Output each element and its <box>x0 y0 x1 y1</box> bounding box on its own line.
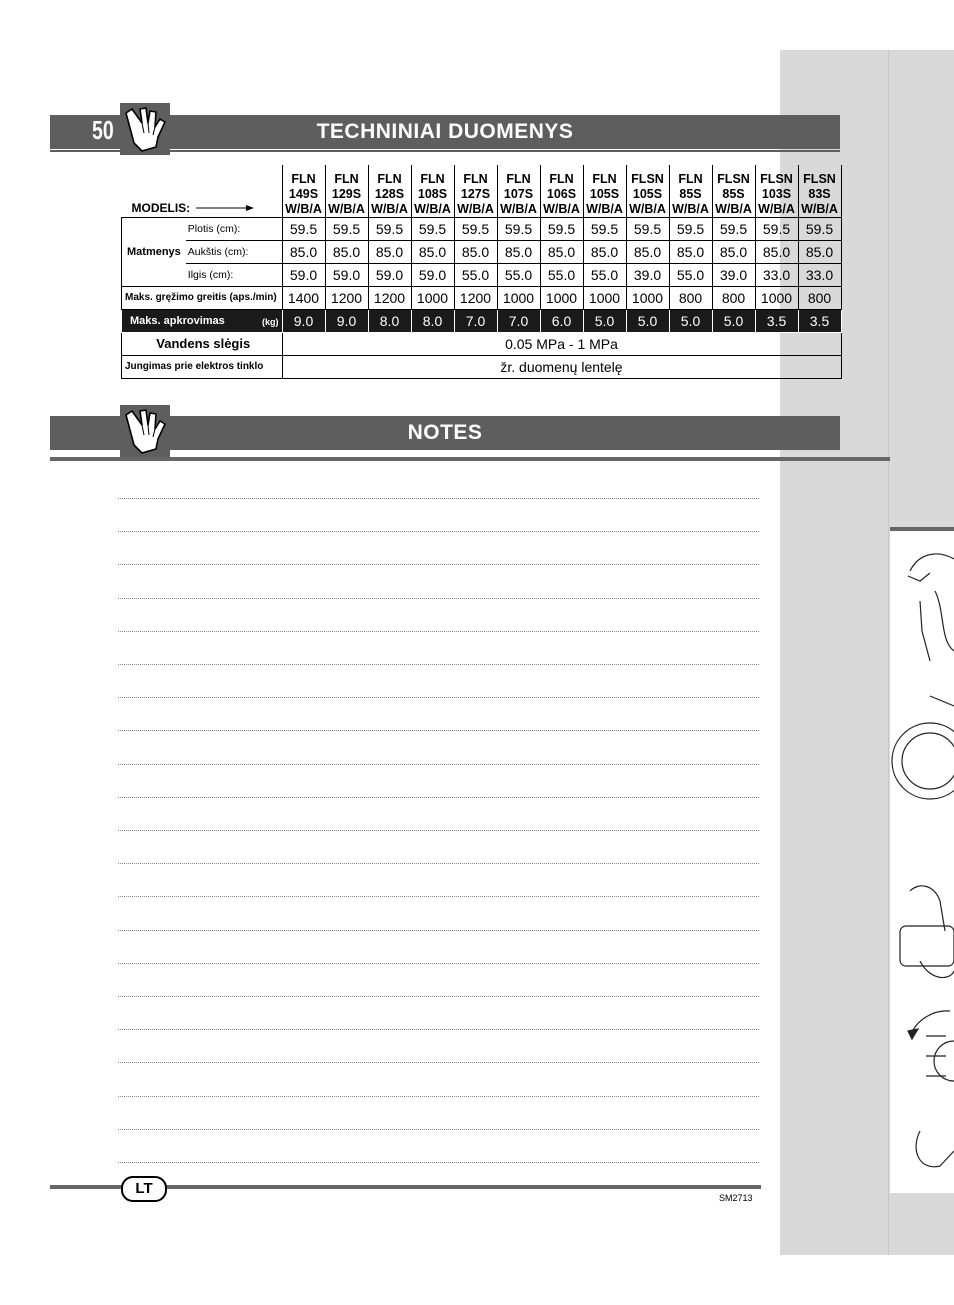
cell: 55.0 <box>497 263 540 286</box>
row-load <box>122 309 842 332</box>
note-line <box>118 930 759 931</box>
note-line <box>118 797 759 798</box>
electric-label: Jungimas prie elektros tinklo <box>122 355 283 378</box>
cell: 59.5 <box>798 217 841 240</box>
cell: 1000 <box>540 286 583 309</box>
note-line <box>118 896 759 897</box>
cell: 8.0 <box>368 309 411 332</box>
tech-spec-table <box>121 165 842 379</box>
note-line <box>118 531 759 532</box>
cell: 8.0 <box>411 309 454 332</box>
cell: 59.0 <box>411 263 454 286</box>
cell: 59.5 <box>712 217 755 240</box>
hand-icon <box>120 103 170 155</box>
water-label: Vandens slėgis <box>122 332 283 355</box>
note-line <box>118 830 759 831</box>
tech-title: TECHNINIAI DUOMENYS <box>316 120 574 143</box>
row-water <box>122 332 842 355</box>
row-label: Plotis (cm): <box>186 217 282 240</box>
cell: 1000 <box>755 286 798 309</box>
note-line <box>118 664 759 665</box>
cell: 59.5 <box>583 217 626 240</box>
cell: 59.5 <box>282 217 325 240</box>
cell: 55.0 <box>540 263 583 286</box>
note-line <box>118 863 759 864</box>
note-line <box>118 730 759 731</box>
row-plotis <box>122 217 842 240</box>
note-line <box>118 1129 759 1130</box>
model-col: FLN 127S W/B/A <box>454 165 497 217</box>
note-line <box>118 1062 759 1063</box>
cell: 800 <box>712 286 755 309</box>
hand-icon <box>120 405 170 457</box>
page-number: 50 <box>92 115 114 145</box>
model-col: FLSN 105S W/B/A <box>626 165 669 217</box>
cell: 9.0 <box>282 309 325 332</box>
cell: 800 <box>669 286 712 309</box>
cell: 7.0 <box>454 309 497 332</box>
model-col: FLSN 83S W/B/A <box>798 165 841 217</box>
row-spin <box>122 286 842 309</box>
cell: 85.0 <box>755 240 798 263</box>
cell: 3.5 <box>755 309 798 332</box>
note-line <box>118 764 759 765</box>
row-label: Ilgis (cm): <box>186 263 282 286</box>
cell: 85.0 <box>325 240 368 263</box>
cell: 39.0 <box>626 263 669 286</box>
cell: 5.0 <box>626 309 669 332</box>
note-line <box>118 963 759 964</box>
cell: 3.5 <box>798 309 841 332</box>
cell: 85.0 <box>583 240 626 263</box>
cell: 5.0 <box>669 309 712 332</box>
cell: 1000 <box>626 286 669 309</box>
matmenys-label: Matmenys <box>122 217 186 286</box>
row-ilgis <box>122 263 842 286</box>
note-line <box>118 1162 759 1163</box>
cell: 9.0 <box>325 309 368 332</box>
model-col: FLN 129S W/B/A <box>325 165 368 217</box>
cell: 1200 <box>454 286 497 309</box>
cell: 59.5 <box>669 217 712 240</box>
cell: 59.5 <box>755 217 798 240</box>
note-line <box>118 1096 759 1097</box>
document-code: SM2713 <box>719 1193 753 1203</box>
row-aukstis <box>122 240 842 263</box>
cell: 59.5 <box>626 217 669 240</box>
cell: 85.0 <box>712 240 755 263</box>
cell: 85.0 <box>626 240 669 263</box>
model-col: FLN 105S W/B/A <box>583 165 626 217</box>
cell: 55.0 <box>454 263 497 286</box>
cell: 85.0 <box>669 240 712 263</box>
illustration-panel <box>890 527 954 1193</box>
model-col: FLN 128S W/B/A <box>368 165 411 217</box>
cell: 59.5 <box>540 217 583 240</box>
cell: 33.0 <box>798 263 841 286</box>
note-line <box>118 1029 759 1030</box>
note-line <box>118 498 759 499</box>
cell: 55.0 <box>669 263 712 286</box>
model-col: FLN 85S W/B/A <box>669 165 712 217</box>
cell: 1200 <box>368 286 411 309</box>
cell: 85.0 <box>454 240 497 263</box>
model-col: FLN 149S W/B/A <box>282 165 325 217</box>
cell: 59.5 <box>497 217 540 240</box>
cell: 1000 <box>497 286 540 309</box>
row-electric <box>122 355 842 378</box>
cell: 1400 <box>282 286 325 309</box>
cell: 59.5 <box>411 217 454 240</box>
note-line <box>118 697 759 698</box>
cell: 39.0 <box>712 263 755 286</box>
model-col: FLSN 103S W/B/A <box>755 165 798 217</box>
cell: 1000 <box>583 286 626 309</box>
cell: 85.0 <box>368 240 411 263</box>
cell: 6.0 <box>540 309 583 332</box>
cell: 59.0 <box>368 263 411 286</box>
note-line <box>118 631 759 632</box>
model-col: FLN 108S W/B/A <box>411 165 454 217</box>
model-col: FLSN 85S W/B/A <box>712 165 755 217</box>
cell: 85.0 <box>411 240 454 263</box>
cell: 85.0 <box>540 240 583 263</box>
modelis-label: MODELIS: <box>122 165 283 217</box>
model-col: FLN 107S W/B/A <box>497 165 540 217</box>
note-line <box>118 598 759 599</box>
cell: 59.5 <box>454 217 497 240</box>
row-label: Aukštis (cm): <box>186 240 282 263</box>
load-label: Maks. apkrovimas (kg) <box>122 309 283 332</box>
cell: 85.0 <box>282 240 325 263</box>
cell: 1200 <box>325 286 368 309</box>
cell: 59.0 <box>282 263 325 286</box>
cell: 59.5 <box>368 217 411 240</box>
note-line <box>118 564 759 565</box>
cell: 59.5 <box>325 217 368 240</box>
water-value: 0.05 MPa - 1 MPa <box>282 332 841 355</box>
cell: 800 <box>798 286 841 309</box>
cell: 85.0 <box>497 240 540 263</box>
spin-label: Maks. gręžimo greitis (aps./min) <box>122 286 283 309</box>
cell: 5.0 <box>712 309 755 332</box>
cell: 85.0 <box>798 240 841 263</box>
notes-title: NOTES <box>407 421 483 444</box>
cell: 5.0 <box>583 309 626 332</box>
note-line <box>118 996 759 997</box>
cell: 1000 <box>411 286 454 309</box>
cell: 55.0 <box>583 263 626 286</box>
language-badge: LT <box>121 1176 167 1202</box>
cell: 7.0 <box>497 309 540 332</box>
notes-header-underline <box>50 457 890 461</box>
model-col: FLN 106S W/B/A <box>540 165 583 217</box>
electric-value: žr. duomenų lentelę <box>282 355 841 378</box>
cell: 59.0 <box>325 263 368 286</box>
cell: 33.0 <box>755 263 798 286</box>
